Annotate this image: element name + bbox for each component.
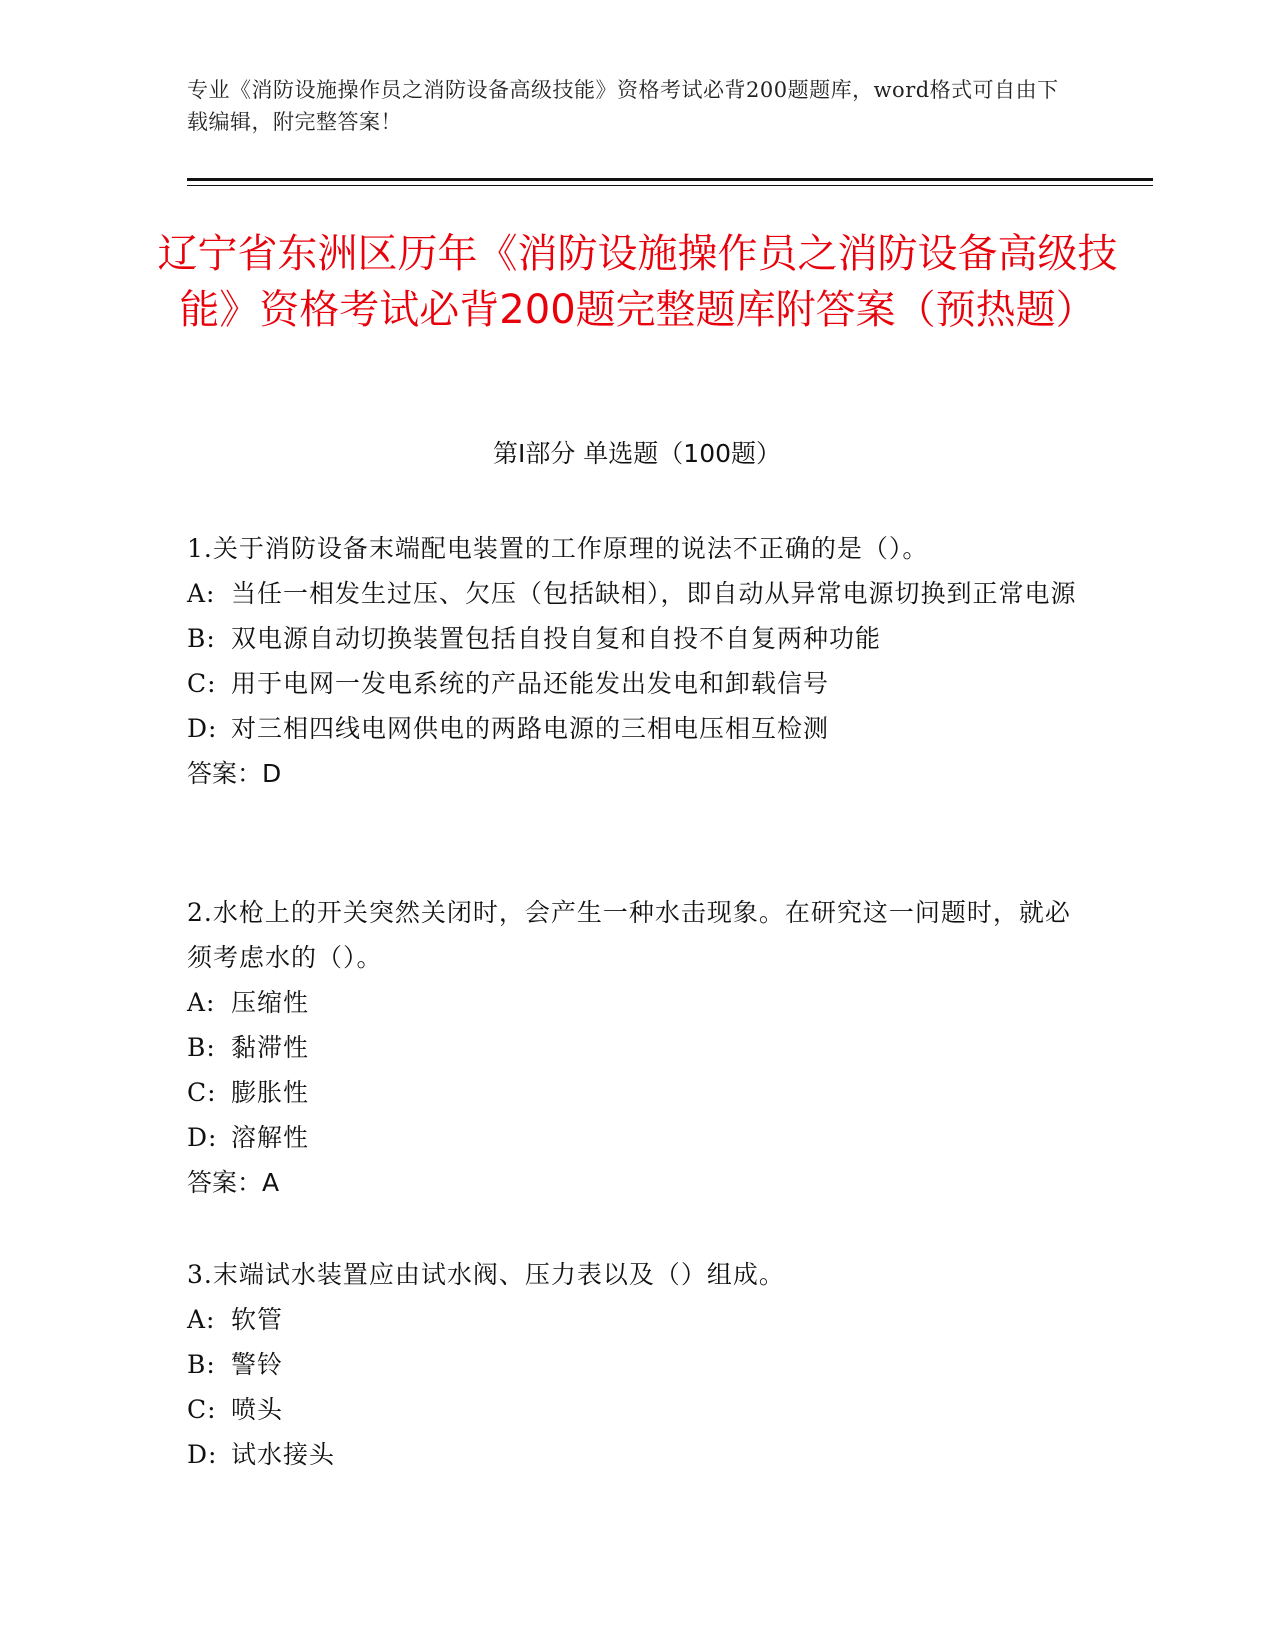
option-letter: B:	[187, 1033, 216, 1062]
header-divider-thin	[187, 185, 1153, 186]
option-text: 用于电网一发电系统的产品还能发出发电和卸载信号	[231, 669, 830, 698]
answer-line: 答案：A	[187, 1168, 280, 1197]
option-text: 双电源自动切换装置包括自投自复和自投不自复两种功能	[231, 624, 882, 653]
option-letter: D:	[187, 714, 218, 743]
option-text: 当任一相发生过压、欠压（包括缺相），即自动从异常电源切换到正常电源	[231, 579, 1077, 608]
option-text: 试水接头	[231, 1440, 336, 1469]
option-d	[187, 706, 1087, 751]
option-letter: B:	[187, 1350, 216, 1379]
question-2	[187, 890, 1087, 1205]
option-b	[187, 1342, 1087, 1387]
question-3	[187, 1252, 1087, 1477]
option-letter: D:	[187, 1123, 218, 1152]
option-b	[187, 1025, 1087, 1070]
option-d	[187, 1432, 1087, 1477]
option-a	[187, 571, 1087, 616]
option-text: 膨胀性	[231, 1078, 310, 1107]
question-stem: 1.关于消防设备末端配电装置的工作原理的说法不正确的是（）。	[187, 534, 929, 563]
option-text: 对三相四线电网供电的两路电源的三相电压相互检测	[231, 714, 830, 743]
section-title: 第Ⅰ部分 单选题（100题）	[492, 439, 782, 468]
option-letter: C:	[187, 669, 217, 698]
question-1	[187, 526, 1087, 796]
option-text: 警铃	[231, 1350, 284, 1379]
option-letter: A:	[187, 579, 216, 608]
header-note: 专业《消防设施操作员之消防设备高级技能》资格考试必背200题题库，word格式可自由下载编辑，附完整答案！	[187, 78, 1059, 134]
option-b	[187, 616, 1087, 661]
option-c	[187, 661, 1087, 706]
option-a	[187, 980, 1087, 1025]
option-text: 软管	[231, 1305, 284, 1334]
option-text: 溶解性	[231, 1123, 310, 1152]
option-letter: D:	[187, 1440, 218, 1469]
header-divider-thick	[187, 178, 1153, 181]
option-letter: A:	[187, 988, 216, 1017]
question-stem: 3.末端试水装置应由试水阀、压力表以及（）组成。	[187, 1260, 785, 1289]
option-letter: C:	[187, 1078, 217, 1107]
option-c	[187, 1070, 1087, 1115]
option-letter: C:	[187, 1395, 217, 1424]
option-text: 压缩性	[231, 988, 310, 1017]
question-stem: 2.水枪上的开关突然关闭时，会产生一种水击现象。在研究这一问题时，就必须考虑水的（）。	[187, 898, 1071, 972]
document-title: 辽宁省东洲区历年《消防设施操作员之消防设备高级技能》资格考试必背200题完整题库附答案（预热题）	[157, 231, 1118, 333]
option-text: 黏滞性	[231, 1033, 310, 1062]
answer-line: 答案：D	[187, 759, 282, 788]
option-c	[187, 1387, 1087, 1432]
option-letter: A:	[187, 1305, 216, 1334]
option-text: 喷头	[231, 1395, 284, 1424]
option-d	[187, 1115, 1087, 1160]
option-letter: B:	[187, 624, 216, 653]
option-a	[187, 1297, 1087, 1342]
